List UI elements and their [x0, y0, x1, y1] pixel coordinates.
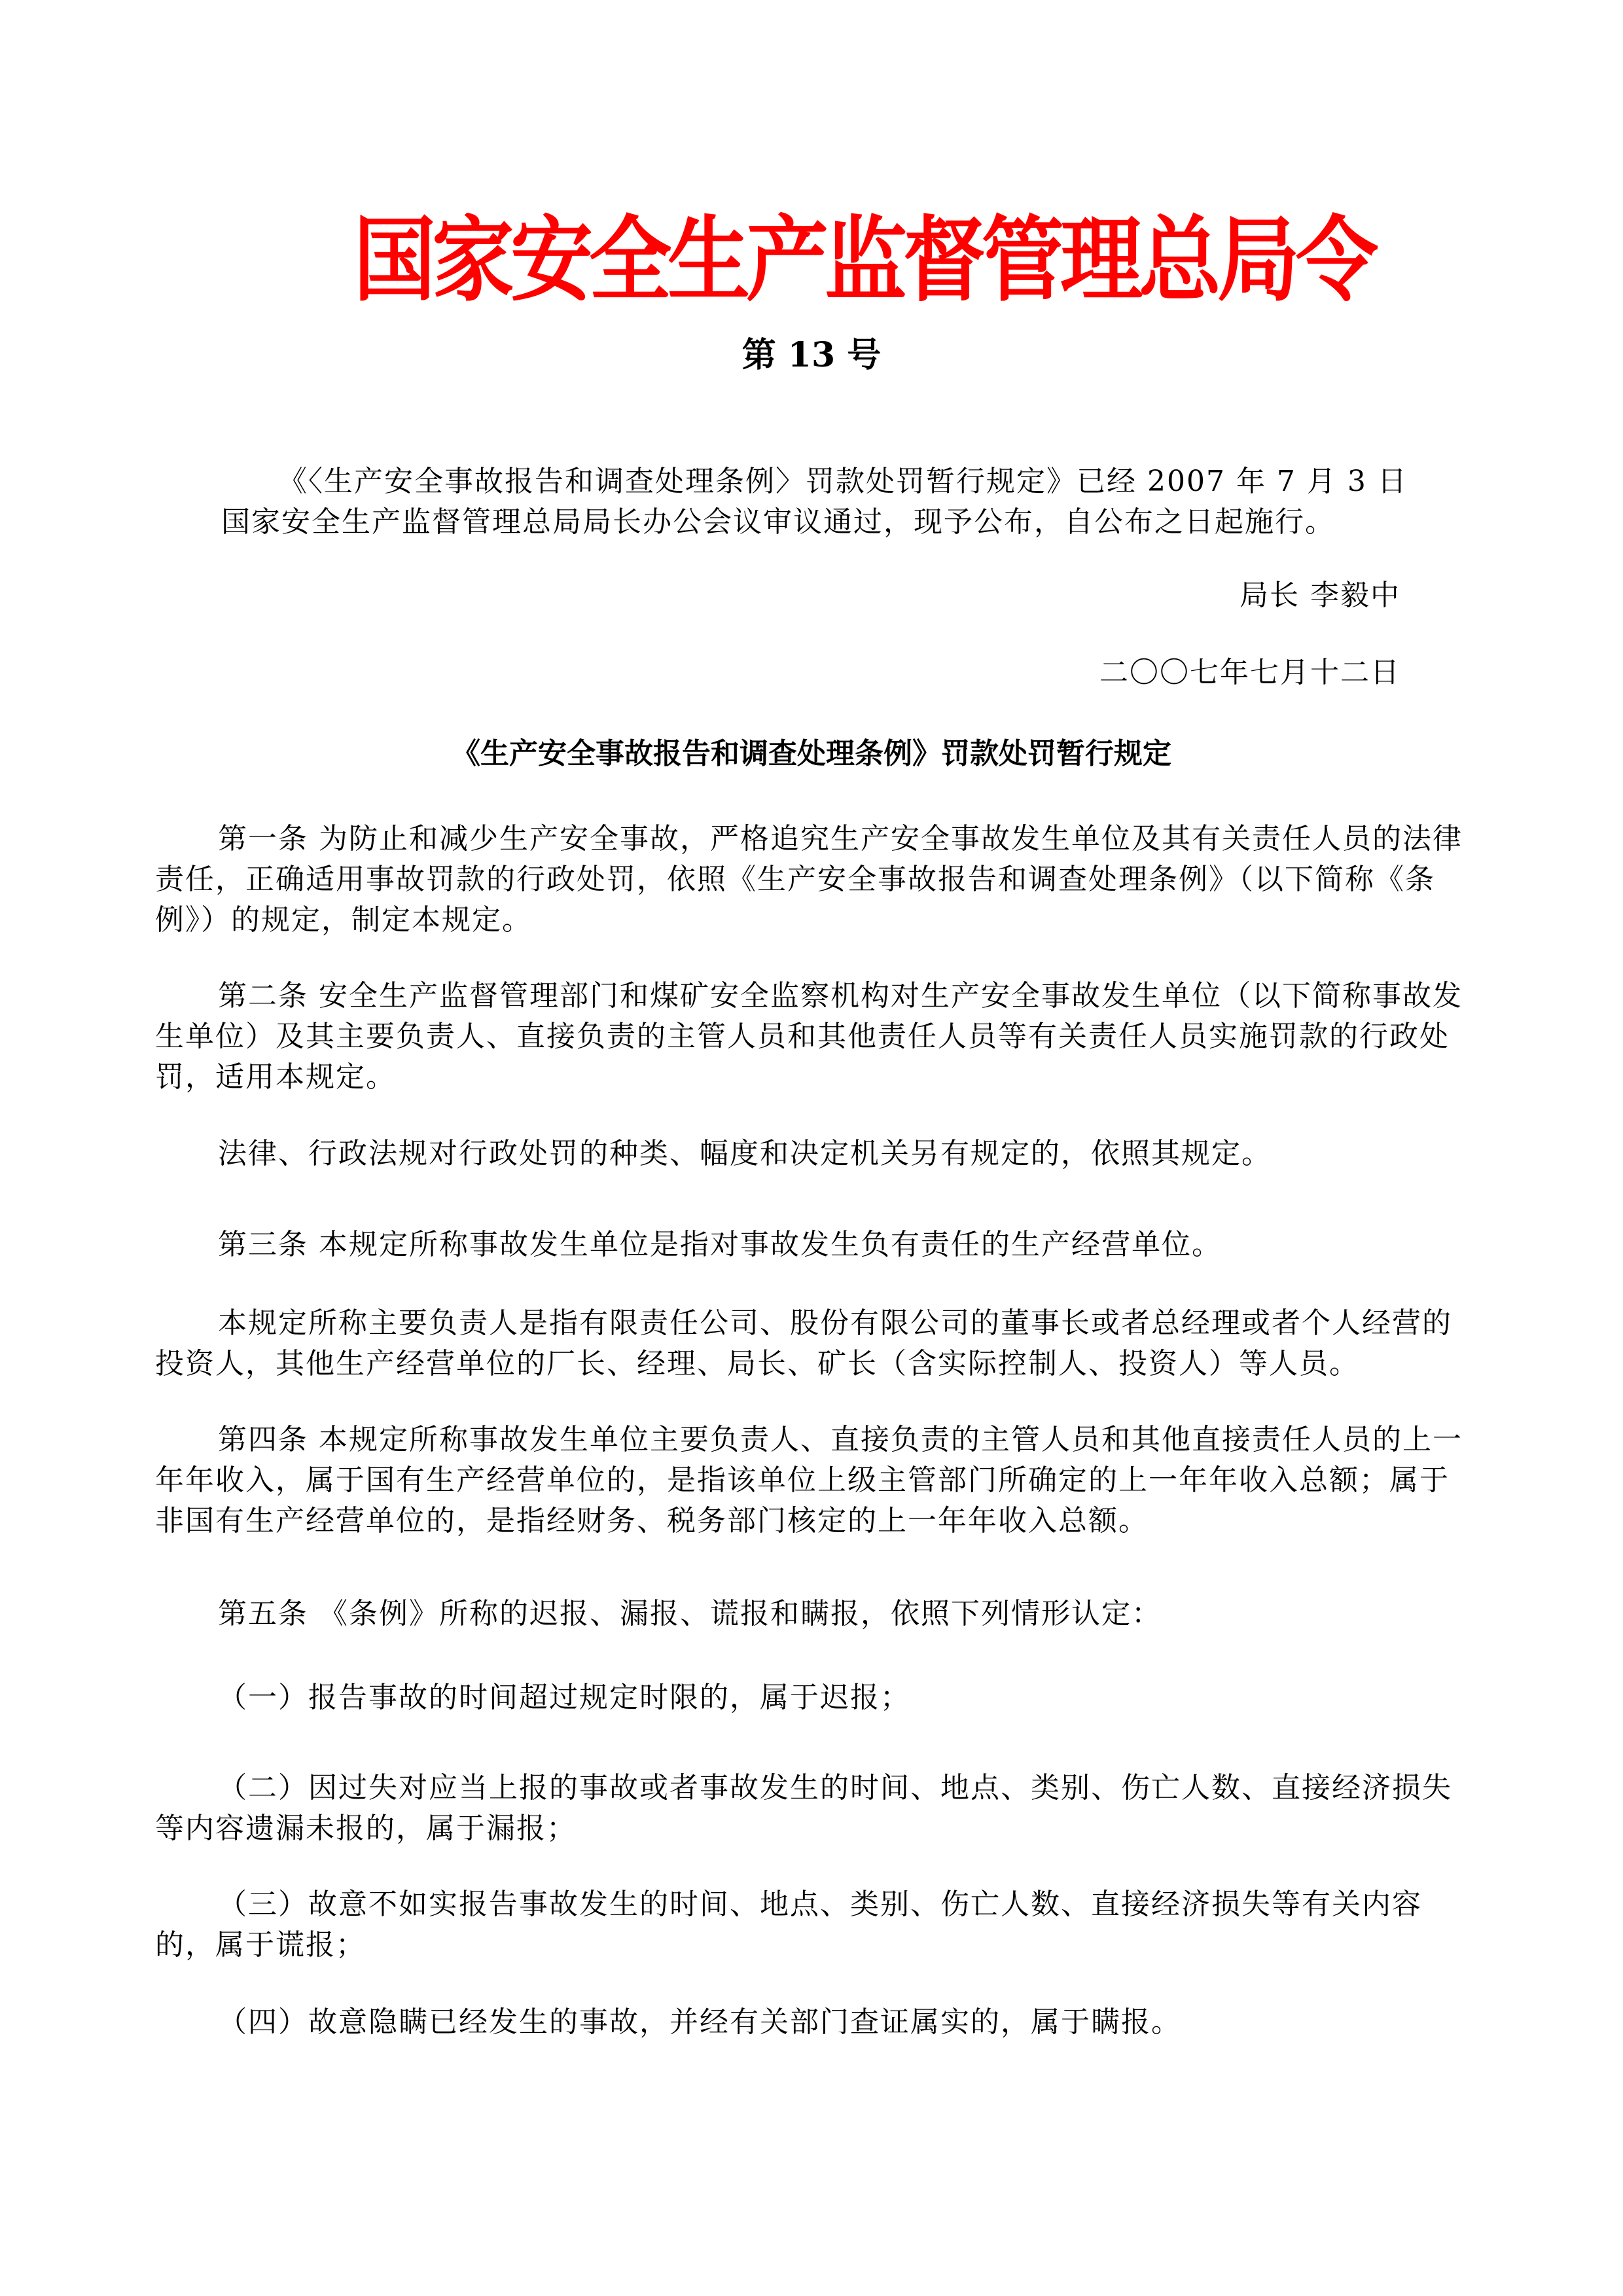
- preamble-line: 《〈生产安全事故报告和调查处理条例〉罚款处罚暂行规定》已经 2007 年 7 月 3 日: [278, 465, 1408, 498]
- article-line: 本规定所称主要负责人是指有限责任公司、股份有限公司的董事长或者总经理或者个人经营的: [218, 1306, 1452, 1340]
- article-line: 第二条 安全生产监督管理部门和煤矿安全监察机构对生产安全事故发生单位（以下简称事故发: [218, 979, 1463, 1013]
- order-number: 第 13 号: [741, 335, 882, 375]
- article-line: 例》）的规定，制定本规定。: [155, 903, 532, 937]
- article-line: 第四条 本规定所称事故发生单位主要负责人、直接负责的主管人员和其他直接责任人员的上一: [218, 1423, 1463, 1456]
- item-line: （四）故意隐瞒已经发生的事故，并经有关部门查证属实的，属于瞒报。: [218, 2005, 1181, 2039]
- agency-order-masthead: 国家安全生产监督管理总局令: [353, 206, 1374, 314]
- item-line: （三）故意不如实报告事故发生的时间、地点、类别、伤亡人数、直接经济损失等有关内容: [218, 1888, 1422, 1921]
- article-line: 年年收入，属于国有生产经营单位的，是指该单位上级主管部门所确定的上一年年收入总额；属于: [155, 1463, 1450, 1497]
- article-line: 第一条 为防止和减少生产安全事故，严格追究生产安全事故发生单位及其有关责任人员的法律: [218, 822, 1463, 855]
- item-line: 的，属于谎报；: [155, 1928, 366, 1962]
- article-line: 非国有生产经营单位的，是指经财务、税务部门核定的上一年年收入总额。: [155, 1504, 1149, 1537]
- article-line: 投资人，其他生产经营单位的厂长、经理、局长、矿长（含实际控制人、投资人）等人员。: [155, 1347, 1359, 1380]
- article-line: 生单位）及其主要负责人、直接负责的主管人员和其他责任人员等有关责任人员实施罚款的行政处: [155, 1020, 1450, 1053]
- signature-date: 二〇〇七年七月十二日: [1099, 656, 1400, 689]
- signer: 局长 李毅中: [1240, 579, 1400, 612]
- item-line: 等内容遗漏未报的，属于漏报；: [155, 1812, 577, 1845]
- item-line: （一）报告事故的时间超过规定时限的，属于迟报；: [218, 1681, 910, 1714]
- preamble-line: 国家安全生产监督管理总局局长办公会议审议通过，现予公布，自公布之日起施行。: [221, 505, 1335, 539]
- article-line: 责任，正确适用事故罚款的行政处罚，依照《生产安全事故报告和调查处理条例》（以下简称《条: [155, 863, 1435, 896]
- article-line: 法律、行政法规对行政处罚的种类、幅度和决定机关另有规定的，依照其规定。: [218, 1137, 1272, 1170]
- article-line: 第五条 《条例》所称的迟报、漏报、谎报和瞒报，依照下列情形认定：: [218, 1597, 1162, 1630]
- item-line: （二）因过失对应当上报的事故或者事故发生的时间、地点、类别、伤亡人数、直接经济损失: [218, 1771, 1452, 1804]
- article-line: 罚，适用本规定。: [155, 1060, 396, 1094]
- regulation-title: 《生产安全事故报告和调查处理条例》罚款处罚暂行规定: [452, 737, 1171, 770]
- article-line: 第三条 本规定所称事故发生单位是指对事故发生负有责任的生产经营单位。: [218, 1228, 1222, 1261]
